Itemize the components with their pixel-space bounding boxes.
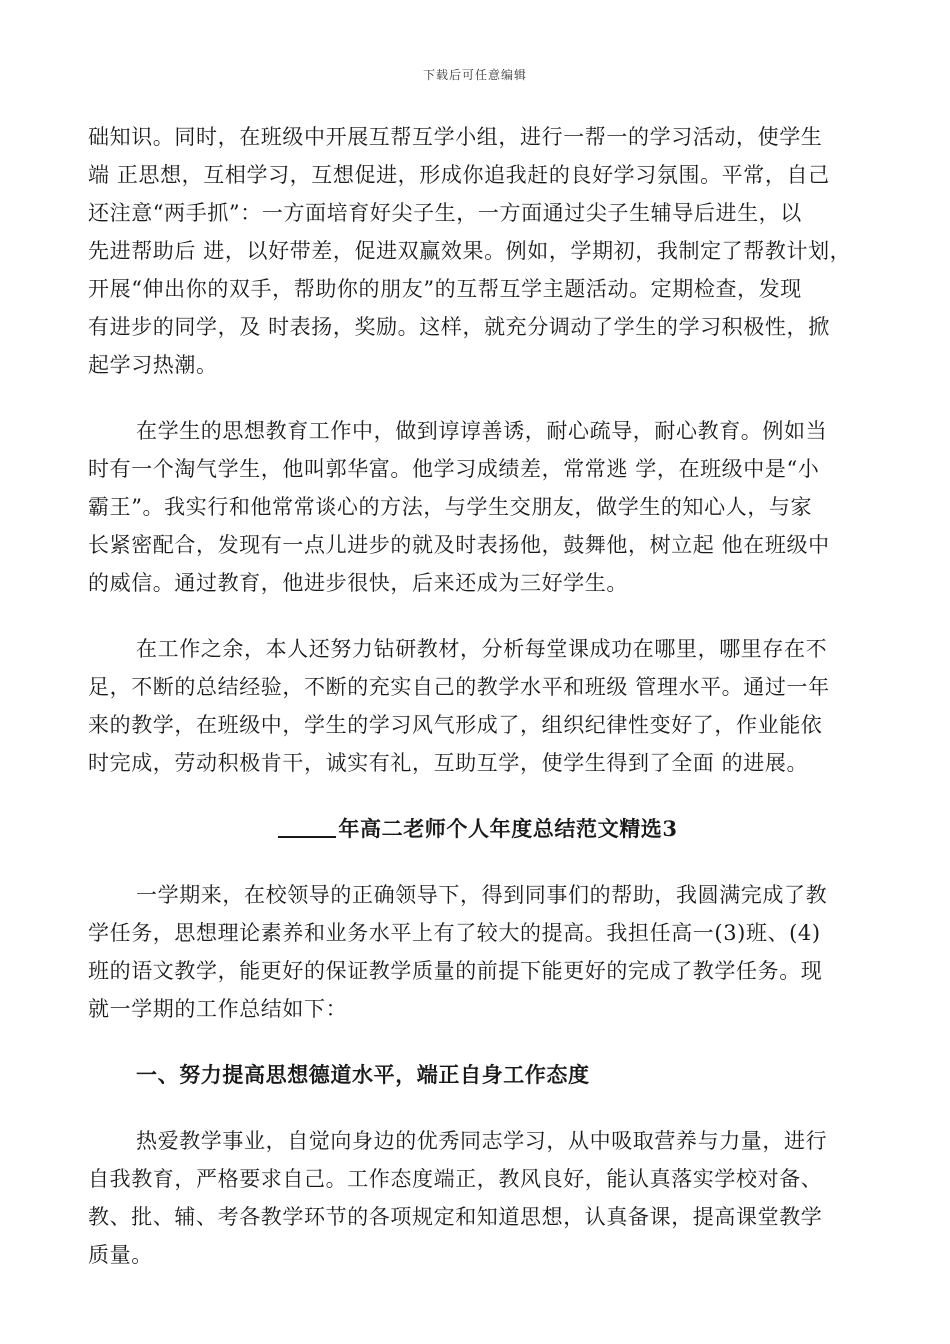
title-blank-underline	[278, 836, 336, 838]
text-line: 还注意“两手抓”：一方面培育好尖子生，一方面通过尖子生辅导后进生，以	[88, 201, 802, 225]
page-header: 下载后可任意编辑	[422, 68, 527, 82]
text-line: 时完成，劳动积极肯干，诚实有礼，互助互学，使学生得到了全面 的进展。	[88, 751, 809, 775]
document-body	[88, 118, 868, 1274]
section-heading: 一、努力提高思想德道水平，端正自身工作态度	[136, 1062, 590, 1087]
paragraph-spacer	[88, 384, 868, 412]
paragraph-1	[88, 118, 868, 384]
paragraph-spacer	[88, 1094, 868, 1122]
intro-paragraph	[88, 876, 868, 1028]
text-line: 础知识。同时，在班级中开展互帮互学小组，进行一帮一的学习活动，使学生	[88, 125, 823, 149]
section-title	[88, 810, 868, 848]
text-line: 就一学期的工作总结如下：	[88, 997, 348, 1021]
paragraph-spacer	[88, 602, 868, 630]
text-line: 的威信。通过教育，他进步很快，后来还成为三好学生。	[88, 571, 628, 595]
text-line: 先进帮助后 进，以好带差，促进双赢效果。例如，学期初，我制定了帮教计划，	[88, 239, 852, 263]
text-line: 霸王”。我实行和他常常谈心的方法，与学生交朋友，做学生的知心人，与家	[88, 495, 813, 519]
text-line: 教、批、辅、考各教学环节的各项规定和知道思想，认真备课，提高课堂教学	[88, 1205, 823, 1229]
text-line: 开展“伸出你的双手，帮助你的朋友”的互帮互学主题活动。定期检查，发现	[88, 277, 802, 301]
paragraph-spacer	[88, 782, 868, 810]
text-line: 在学生的思想教育工作中，做到谆谆善诱，耐心疏导，耐心教育。例如当	[136, 419, 828, 443]
text-line: 在工作之余，本人还努力钻研教材，分析每堂课成功在哪里，哪里存在不	[136, 637, 828, 661]
paragraph-spacer	[88, 848, 868, 876]
text-line: 自我教育，严格要求自己。工作态度端正，教风良好，能认真落实学校对备、	[88, 1167, 823, 1191]
text-line: 长紧密配合，发现有一点儿进步的就及时表扬他，鼓舞他，树立起 他在班级中	[88, 533, 830, 557]
paragraph-3	[88, 630, 868, 782]
text-line: 质量。	[88, 1243, 153, 1267]
paragraph-spacer	[88, 1028, 868, 1056]
text-line: 时有一个淘气学生，他叫郭华富。他学习成绩差，常常逃 学，在班级中是“小	[88, 457, 820, 481]
text-line: 学任务，思想理论素养和业务水平上有了较大的提高。我担任高一(3)班、(4)	[88, 921, 821, 945]
final-paragraph	[88, 1122, 868, 1274]
text-line: 一学期来，在校领导的正确领导下，得到同事们的帮助，我圆满完成了教	[136, 883, 828, 907]
text-line: 足，不断的总结经验，不断的充实自己的教学水平和班级 管理水平。通过一年	[88, 675, 830, 699]
text-line: 来的教学，在班级中，学生的学习风气形成了，组织纪律性变好了，作业能依	[88, 713, 823, 737]
text-line: 有进步的同学，及 时表扬，奖励。这样，就充分调动了学生的学习积极性，掀	[88, 315, 830, 339]
text-line: 热爱教学事业，自觉向身边的优秀同志学习，从中吸取营养与力量，进行	[136, 1129, 828, 1153]
text-line: 起学习热潮。	[88, 353, 218, 377]
text-line: 端 正思想，互相学习，互想促进，形成你追我赶的良好学习氛围。平常，自己	[88, 163, 830, 187]
paragraph-2	[88, 412, 868, 602]
text-line: 班的语文教学，能更好的保证教学质量的前提下能更好的完成了教学任务。现	[88, 959, 823, 983]
section-title-text: 年高二老师个人年度总结范文精选3	[338, 816, 678, 841]
